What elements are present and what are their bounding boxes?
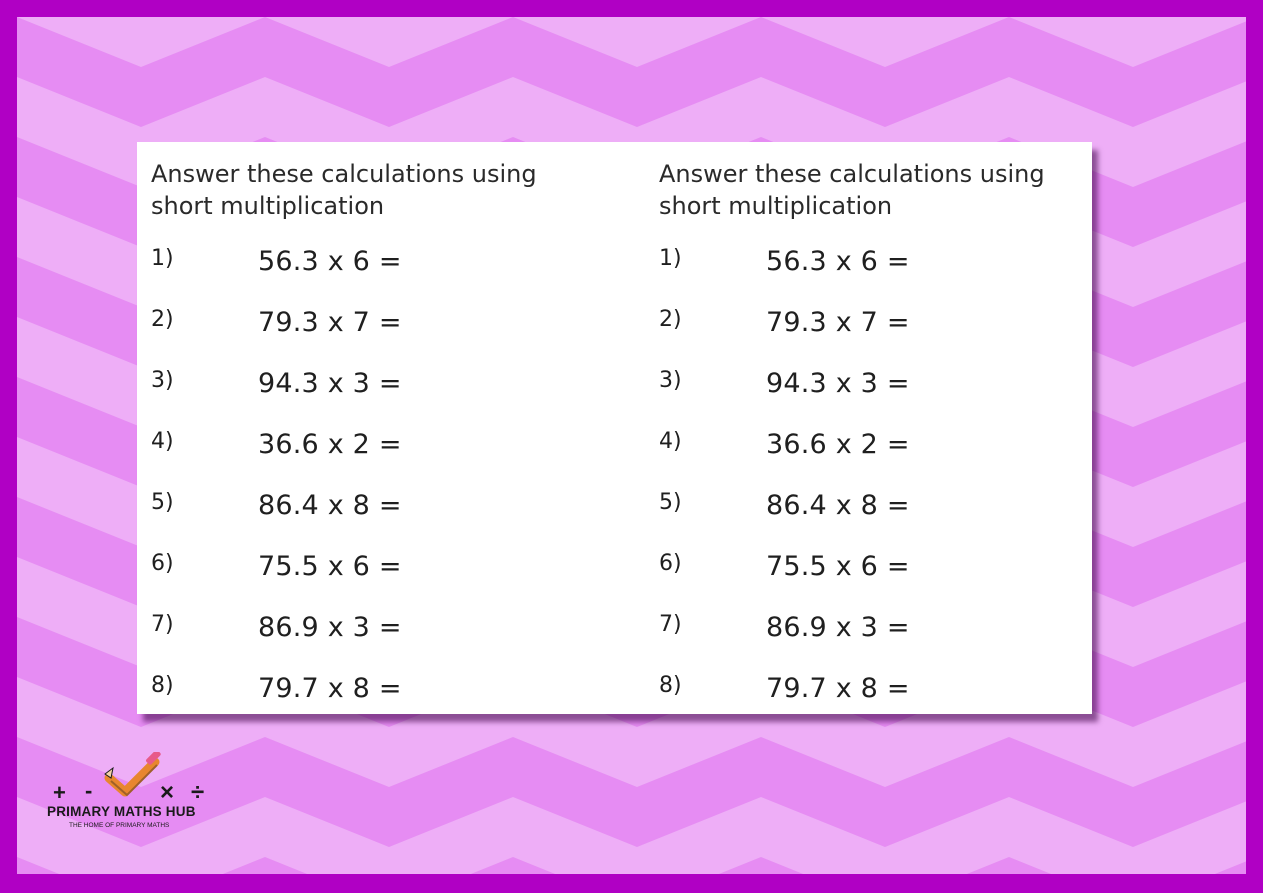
question-row — [659, 551, 1099, 612]
question-row — [151, 673, 591, 734]
question-row — [659, 246, 1099, 307]
question-row — [151, 429, 591, 490]
question-number: 8) — [151, 673, 174, 698]
question-number: 6) — [151, 551, 174, 576]
instruction-text: Answer these calculations using short multiplication — [659, 160, 1045, 220]
question-number: 4) — [151, 429, 174, 454]
question-number: 3) — [151, 368, 174, 393]
question-row — [659, 429, 1099, 490]
worksheet — [137, 142, 1092, 714]
question-number: 2) — [151, 307, 174, 332]
question-number: 1) — [151, 246, 174, 271]
worksheet-column-left — [151, 158, 591, 734]
minus-icon: - — [85, 778, 93, 803]
question-row — [659, 673, 1099, 734]
worksheet-column-right — [659, 158, 1099, 734]
question-number: 4) — [659, 429, 682, 454]
question-row — [659, 490, 1099, 551]
question-expression: 86.9 x 3 = — [258, 612, 402, 643]
question-expression: 75.5 x 6 = — [766, 551, 910, 582]
question-number: 6) — [659, 551, 682, 576]
question-number: 2) — [659, 307, 682, 332]
question-row — [151, 307, 591, 368]
question-number: 1) — [659, 246, 682, 271]
question-expression: 79.7 x 8 = — [258, 673, 402, 704]
question-row — [659, 612, 1099, 673]
instruction-text: Answer these calculations using short multiplication — [151, 160, 537, 220]
question-row — [659, 307, 1099, 368]
question-row — [151, 368, 591, 429]
question-row — [659, 368, 1099, 429]
question-expression: 94.3 x 3 = — [766, 368, 910, 399]
question-expression: 56.3 x 6 = — [766, 246, 910, 277]
primary-maths-hub-logo — [45, 752, 225, 832]
logo-name: PRIMARY MATHS HUB — [47, 804, 196, 819]
question-row — [151, 612, 591, 673]
question-expression: 79.3 x 7 = — [766, 307, 910, 338]
question-expression: 94.3 x 3 = — [258, 368, 402, 399]
question-number: 3) — [659, 368, 682, 393]
question-expression: 36.6 x 2 = — [766, 429, 910, 460]
question-expression: 79.3 x 7 = — [258, 307, 402, 338]
question-expression: 56.3 x 6 = — [258, 246, 402, 277]
logo-tagline: THE HOME OF PRIMARY MATHS — [69, 822, 170, 829]
question-row — [151, 490, 591, 551]
question-number: 8) — [659, 673, 682, 698]
divide-icon: ÷ — [191, 779, 205, 804]
plus-icon: + — [53, 780, 66, 804]
question-number: 7) — [659, 612, 682, 637]
question-list — [151, 246, 591, 734]
question-list — [659, 246, 1099, 734]
question-row — [151, 551, 591, 612]
question-number: 5) — [151, 490, 174, 515]
multiply-icon: × — [160, 779, 175, 804]
question-row — [151, 246, 591, 307]
question-number: 7) — [151, 612, 174, 637]
question-expression: 79.7 x 8 = — [766, 673, 910, 704]
checkmark-pencil-icon — [105, 752, 161, 795]
question-expression: 86.4 x 8 = — [258, 490, 402, 521]
question-expression: 86.9 x 3 = — [766, 612, 910, 643]
logo-symbols — [45, 752, 225, 804]
question-expression: 86.4 x 8 = — [766, 490, 910, 521]
question-expression: 36.6 x 2 = — [258, 429, 402, 460]
question-expression: 75.5 x 6 = — [258, 551, 402, 582]
question-number: 5) — [659, 490, 682, 515]
